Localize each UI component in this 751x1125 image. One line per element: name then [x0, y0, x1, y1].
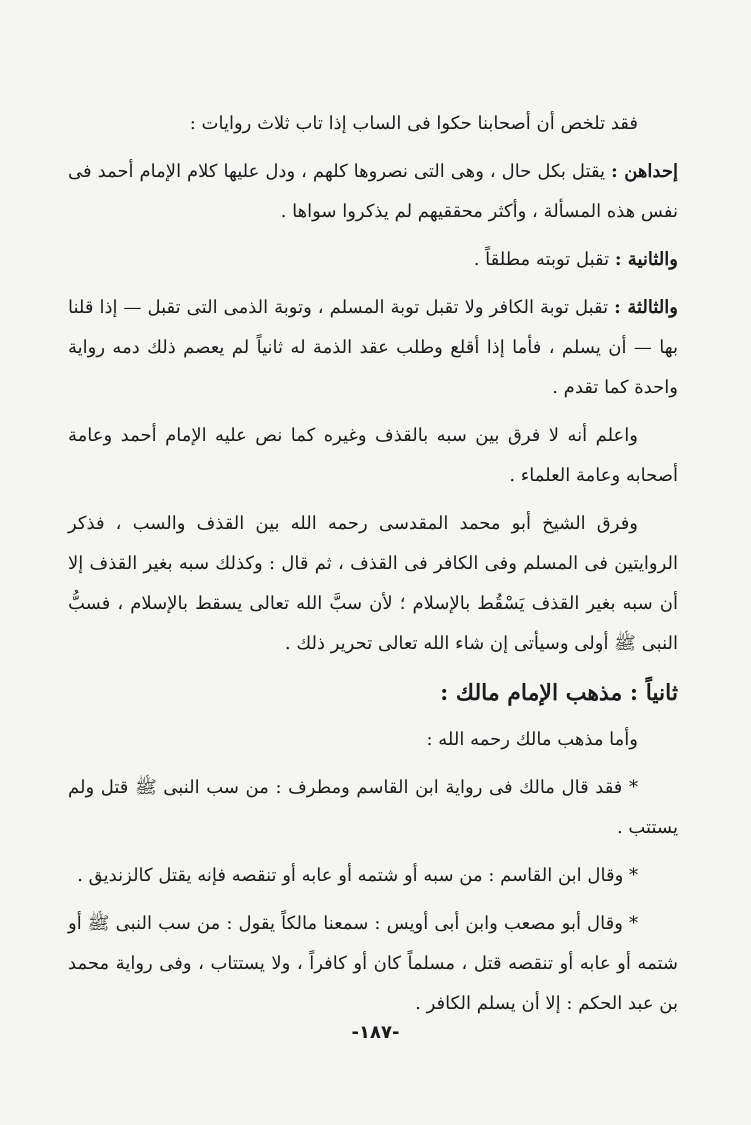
paragraph-lead: والثالثة :	[614, 297, 678, 318]
paragraph-text: * وقال ابن القاسم : من سبه أو شتمه أو عابه أو تنقصه فإنه يقتل كالزنديق .	[77, 865, 638, 886]
paragraph-abu-musab	[68, 904, 678, 1024]
paragraph-text: يقتل بكل حال ، وهى التى نصروها كلهم ، ودل عليها كلام الإمام أحمد فى نفس هذه المسألة ، وأكثر محققيهم لم يذكروا سواها .	[68, 161, 678, 222]
paragraph-lead: إحداهن :	[611, 161, 678, 182]
section-heading: ثانياً : مذهب الإمام مالك :	[440, 680, 678, 706]
paragraph-ibn-qasim-mutarrif	[68, 768, 678, 848]
paragraph-second-narration	[68, 240, 678, 280]
paragraph-ibn-qasim	[68, 856, 678, 896]
paragraph-lead: والثانية :	[614, 249, 678, 270]
paragraph-text: وفرق الشيخ أبو محمد المقدسى رحمه الله بين القذف والسب ، فذكر الروايتين فى المسلم وفى الكافر فى القذف ، ثم قال : وكذلك سبه بغير القذف إلا أن سبه بغير القذف يَسْقُط بالإسلام ؛ لأن سبَّ الله تعالى يسقط بالإسلام ، فسبُّ النبى ﷺ أولى وسيأتى إن شاء الله تعالى تحرير ذلك .	[68, 513, 678, 654]
page-body	[68, 104, 678, 1032]
paragraph-text: * وقال أبو مصعب وابن أبى أويس : سمعنا مالكاً يقول : من سب النبى ﷺ أو شتمه أو عابه أو تنقصه قتل ، مسلماً كان أو كافراً ، ولا يستتاب ، وفى رواية محمد بن عبد الحكم : إلا أن يسلم الكافر .	[68, 913, 678, 1014]
paragraph-maqdisi	[68, 504, 678, 664]
paragraph-first-narration	[68, 152, 678, 232]
paragraph-text: وأما مذهب مالك رحمه الله :	[426, 729, 638, 750]
page-number: -١٨٧-	[351, 1022, 400, 1043]
paragraph-text: واعلم أنه لا فرق بين سبه بالقذف وغيره كما نص عليه الإمام أحمد وعامة أصحابه وعامة العلماء .	[68, 425, 678, 486]
paragraph-third-narration	[68, 288, 678, 408]
paragraph-text: تقبل توبته مطلقاً .	[473, 249, 610, 270]
paragraph-text: فقد تلخص أن أصحابنا حكوا فى الساب إذا تاب ثلاث روايات :	[189, 113, 638, 134]
paragraph-text: تقبل توبة الكافر ولا تقبل توبة المسلم ، وتوبة الذمى التى تقبل — إذا قلنا بها — أن يسلم ، فأما إذا أقلع وطلب عقد الذمة له ثانياً لم يعصم ذلك دمه رواية واحدة كما تقدم .	[68, 297, 678, 398]
paragraph-intro	[68, 104, 678, 144]
paragraph-text: * فقد قال مالك فى رواية ابن القاسم ومطرف : من سب النبى ﷺ قتل ولم يستتب .	[68, 777, 678, 838]
paragraph-malik-intro	[68, 720, 678, 760]
paragraph-no-difference	[68, 416, 678, 496]
